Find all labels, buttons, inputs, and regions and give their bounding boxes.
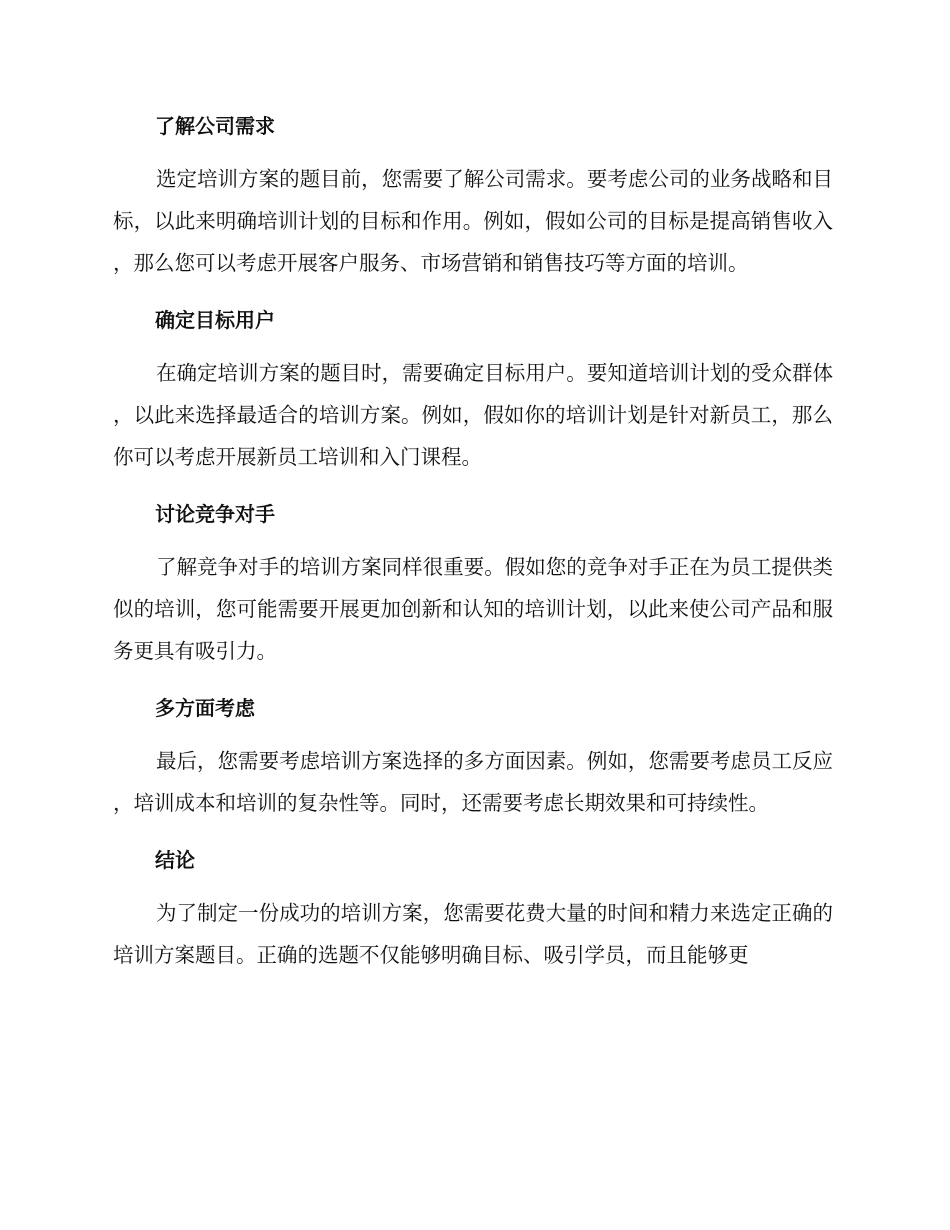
section-paragraph: 在确定培训方案的题目时，需要确定目标用户。要知道培训计划的受众群体，以此来选择最适合的培训方案。例如，假如你的培训计划是针对新员工，那么你可以考虑开展新员工培训和入门课程。: [113, 361, 833, 469]
section-multiple-factors: [113, 686, 833, 824]
section-target-users: [113, 298, 833, 478]
section-paragraph: 了解竞争对手的培训方案同样很重要。假如您的竞争对手正在为员工提供类似的培训，您可能需要开展更加创新和认知的培训计划，以此来使公司产品和服务更具有吸引力。: [113, 555, 833, 663]
section-heading: 讨论竞争对手: [155, 502, 275, 526]
section-heading: 了解公司需求: [155, 114, 275, 138]
section-heading: 多方面考虑: [155, 696, 255, 720]
section-paragraph: 选定培训方案的题目前，您需要了解公司需求。要考虑公司的业务战略和目标，以此来明确培训计划的目标和作用。例如，假如公司的目标是提高销售收入，那么您可以考虑开展客户服务、市场营销和销售技巧等方面的培训。: [113, 167, 833, 275]
section-paragraph: 为了制定一份成功的培训方案，您需要花费大量的时间和精力来选定正确的培训方案题目。正确的选题不仅能够明确目标、吸引学员，而且能够更: [113, 901, 833, 967]
section-paragraph: 最后，您需要考虑培训方案选择的多方面因素。例如，您需要考虑员工反应，培训成本和培训的复杂性等。同时，还需要考虑长期效果和可持续性。: [113, 749, 833, 815]
section-heading: 结论: [155, 848, 195, 872]
section-heading: 确定目标用户: [155, 308, 275, 332]
section-competitors: [113, 492, 833, 672]
section-company-needs: [113, 104, 833, 284]
section-conclusion: [113, 838, 833, 976]
document-content: [113, 104, 833, 990]
